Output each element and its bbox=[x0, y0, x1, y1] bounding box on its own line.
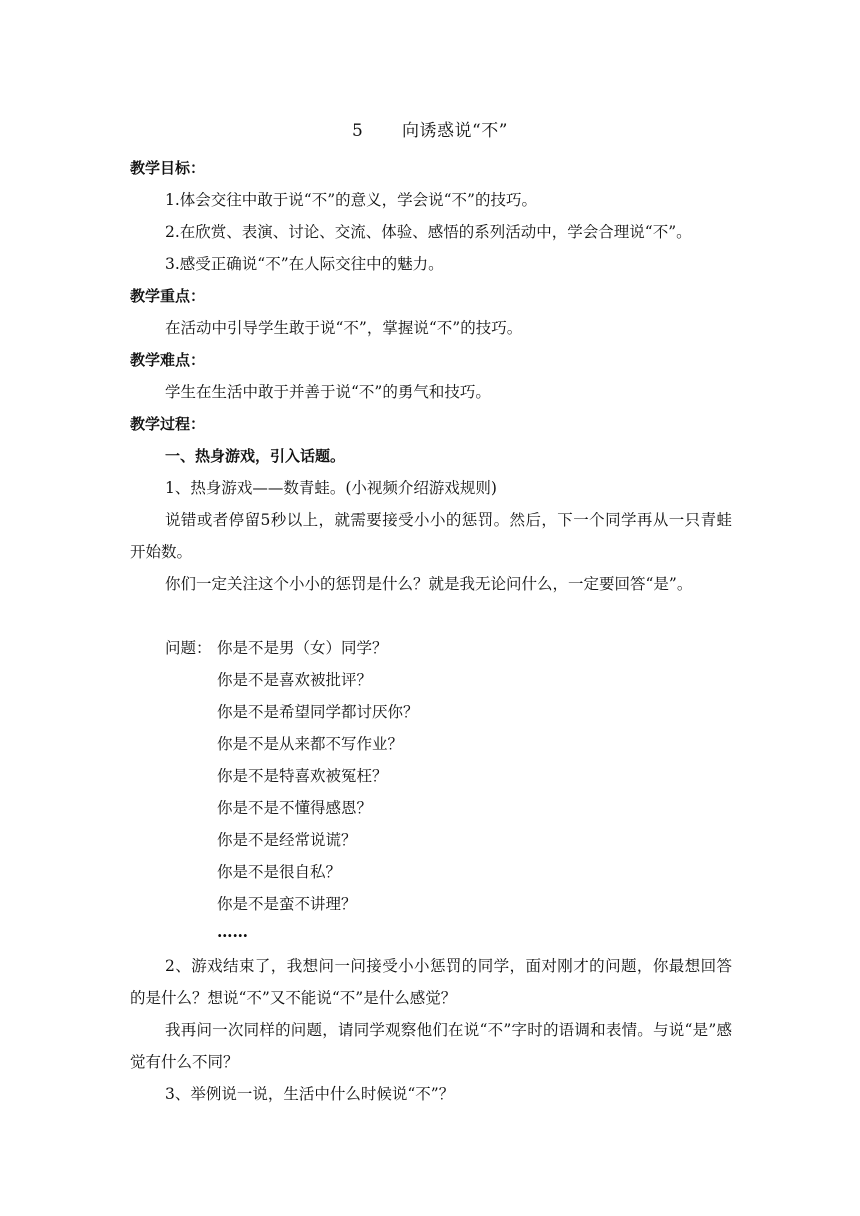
paragraph-3: 我再问一次同样的问题，请同学观察他们在说“不”字时的语调和表情。与说“是”感觉有什么不同？ bbox=[130, 1021, 732, 1071]
question-item: 你是不是男（女）同学？ bbox=[217, 639, 388, 657]
questions-ellipsis: …… bbox=[217, 922, 248, 941]
key-points-heading: 教学重点： bbox=[130, 287, 206, 305]
paragraph-2: 你们一定关注这个小小的惩罚是什么？就是我无论问什么，一定要回答“是”。 bbox=[165, 575, 693, 593]
question-item: 你是不是蛮不讲理？ bbox=[217, 895, 357, 913]
objectives-heading: 教学目标： bbox=[130, 159, 206, 177]
process-heading: 教学过程： bbox=[130, 415, 206, 433]
question-item: 你是不是很自私？ bbox=[217, 863, 342, 881]
question-item: 你是不是喜欢被批评？ bbox=[217, 671, 373, 689]
question-item: 你是不是从来都不写作业？ bbox=[217, 735, 404, 753]
lesson-number: 5 bbox=[352, 121, 364, 141]
question-item: 你是不是希望同学都讨厌你？ bbox=[217, 703, 419, 721]
questions-label: 问题： bbox=[165, 639, 212, 657]
objective-item-3: 3.感受正确说“不”在人际交往中的魅力。 bbox=[165, 255, 444, 273]
step-3: 3、举例说一说，生活中什么时候说“不”？ bbox=[165, 1085, 455, 1103]
question-item: 你是不是经常说谎？ bbox=[217, 831, 357, 849]
key-points-text: 在活动中引导学生敢于说“不”，掌握说“不”的技巧。 bbox=[165, 319, 523, 337]
paragraph-1: 说错或者停留5秒以上，就需要接受小小的惩罚。然后，下一个同学再从一只青蛙开始数。 bbox=[130, 511, 732, 561]
lesson-title-text: 向诱惑说“不” bbox=[402, 121, 508, 141]
step-1: 1、热身游戏——数青蛙。(小视频介绍游戏规则) bbox=[165, 479, 497, 497]
difficulties-text: 学生在生活中敢于并善于说“不”的勇气和技巧。 bbox=[165, 383, 491, 401]
step-2: 2、游戏结束了，我想问一问接受小小惩罚的同学，面对刚才的问题，你最想回答的是什么？想说“不”又不能说“不”是什么感觉？ bbox=[130, 957, 732, 1007]
section-1-heading: 一、热身游戏，引入话题。 bbox=[165, 447, 346, 465]
lesson-title bbox=[0, 116, 860, 141]
difficulties-heading: 教学难点： bbox=[130, 351, 206, 369]
question-item: 你是不是特喜欢被冤枉？ bbox=[217, 767, 388, 785]
objective-item-1: 1.体会交往中敢于说“不”的意义，学会说“不”的技巧。 bbox=[165, 191, 537, 209]
question-item: 你是不是不懂得感恩？ bbox=[217, 799, 373, 817]
objective-item-2: 2.在欣赏、表演、讨论、交流、体验、感悟的系列活动中，学会合理说“不”。 bbox=[165, 223, 692, 241]
